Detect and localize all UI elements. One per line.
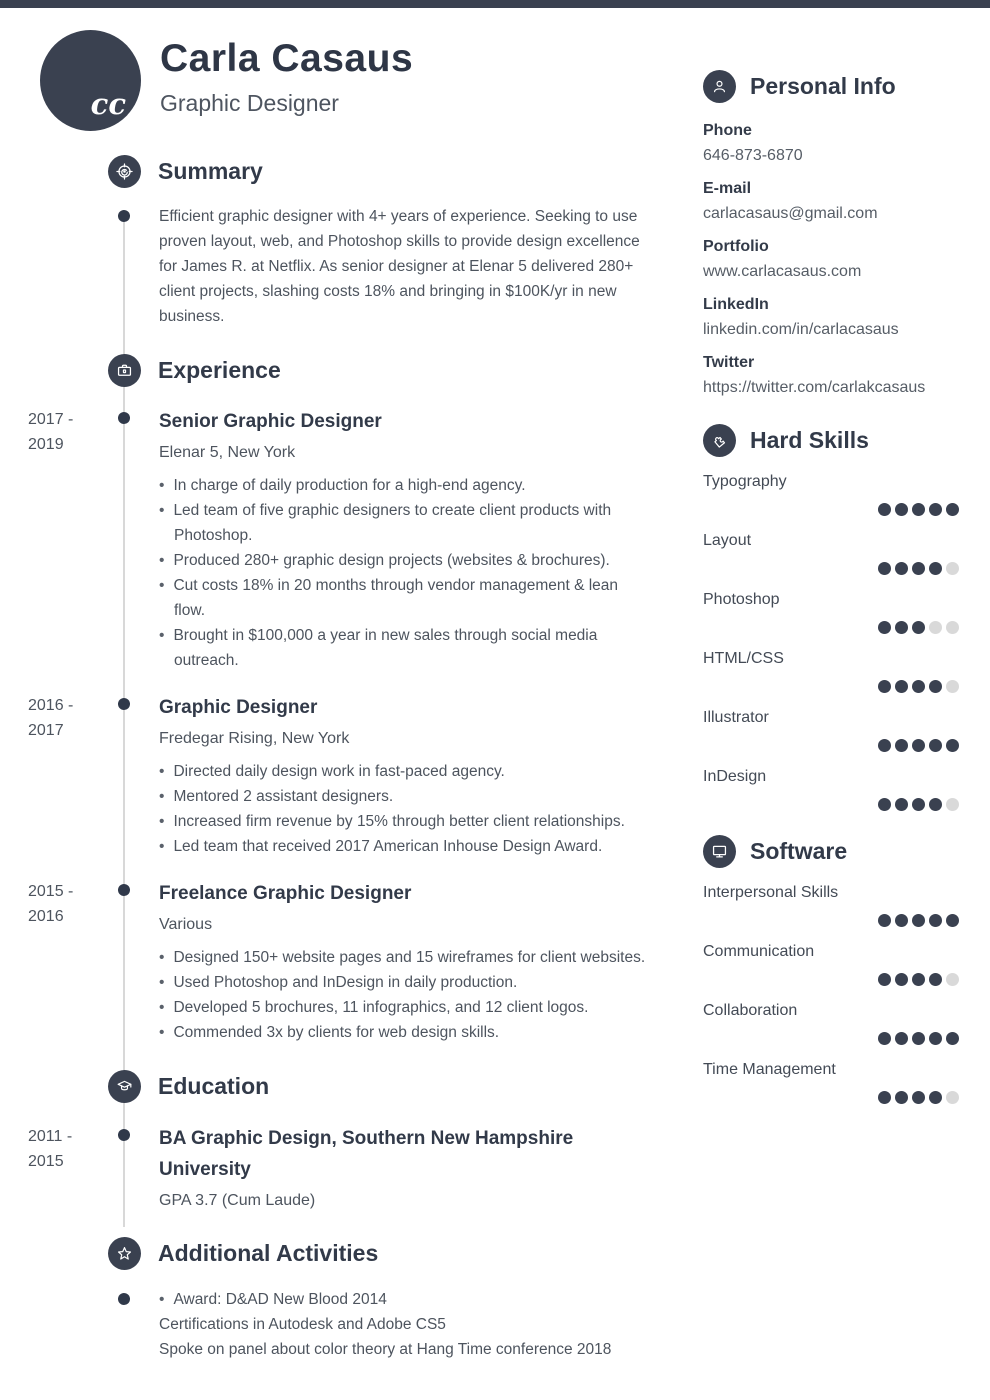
avatar	[40, 30, 141, 131]
rating-dot-filled	[878, 1091, 891, 1104]
skill-rating	[703, 973, 959, 986]
sidebar	[703, 70, 959, 1128]
rating-dot-filled	[946, 1032, 959, 1045]
rating-dot-filled	[929, 1032, 942, 1045]
job-bullet: • Used Photoshop and InDesign in daily production.	[159, 970, 652, 995]
rating-dot-filled	[878, 914, 891, 927]
timeline-dot	[118, 412, 130, 424]
job-bullet: • Directed daily design work in fast-paced agency.	[159, 759, 652, 784]
contact-label: Twitter	[703, 354, 755, 371]
summary-header	[0, 155, 672, 188]
hard-skills-header	[703, 424, 959, 457]
rating-dot-filled	[929, 914, 942, 927]
rating-dot-filled	[878, 1032, 891, 1045]
additional-lines	[159, 1287, 652, 1362]
job-role: Graphic Designer	[159, 697, 318, 718]
briefcase-icon	[108, 354, 141, 387]
rating-dot-filled	[895, 562, 908, 575]
job-role: Senior Graphic Designer	[159, 411, 382, 432]
rating-dot-filled	[946, 739, 959, 752]
additional-line: • Award: D&AD New Blood 2014	[159, 1287, 652, 1312]
skill-rating	[703, 562, 959, 575]
job-bullets	[159, 473, 652, 673]
job-bullet: • Commended 3x by clients for web design skills.	[159, 1020, 652, 1045]
education-entry	[0, 1123, 652, 1213]
skill-name: Interpersonal Skills	[703, 884, 839, 901]
monitor-icon	[703, 835, 736, 868]
section-experience	[0, 354, 672, 1045]
skill-rating	[703, 1032, 959, 1045]
job-dates: 2017 - 2019	[28, 411, 74, 453]
contact-label: E-mail	[703, 180, 752, 197]
contact-item	[703, 234, 959, 284]
rating-dot-filled	[912, 621, 925, 634]
person-icon	[703, 70, 736, 103]
skill-item	[703, 1059, 959, 1104]
skill-name: Time Management	[703, 1061, 836, 1078]
rating-dot-filled	[929, 562, 942, 575]
contact-label: Portfolio	[703, 238, 769, 255]
contact-item	[703, 292, 959, 342]
skill-name: Communication	[703, 943, 815, 960]
rating-dot-filled	[878, 798, 891, 811]
education-title: Education	[158, 1073, 270, 1099]
education-header	[0, 1070, 672, 1103]
rating-dot-filled	[912, 739, 925, 752]
software-header	[703, 835, 959, 868]
gpa-line: GPA 3.7 (Cum Laude)	[159, 1192, 316, 1209]
rating-dot-filled	[912, 973, 925, 986]
skill-item	[703, 648, 959, 693]
skill-rating	[703, 503, 959, 516]
rating-dot-filled	[878, 621, 891, 634]
target-icon	[108, 155, 141, 188]
section-software	[703, 835, 959, 1104]
summary-entry	[0, 204, 652, 329]
skill-name: Illustrator	[703, 709, 769, 726]
section-summary	[0, 155, 672, 329]
skill-rating	[703, 680, 959, 693]
job-bullet: • In charge of daily production for a high-end agency.	[159, 473, 652, 498]
skill-item	[703, 941, 959, 986]
rating-dot-filled	[895, 739, 908, 752]
skill-name: Collaboration	[703, 1002, 798, 1019]
timeline-dot	[118, 1129, 130, 1141]
contact-label: LinkedIn	[703, 296, 769, 313]
job-bullet: • Increased firm revenue by 15% through better client relationships.	[159, 809, 652, 834]
skill-rating	[703, 621, 959, 634]
software-skills-list	[703, 882, 959, 1104]
page-title: Carla Casaus	[160, 37, 414, 80]
skill-name: Photoshop	[703, 591, 780, 608]
rating-dot-filled	[929, 739, 942, 752]
experience-header	[0, 354, 672, 387]
job-bullet: • Brought in $100,000 a year in new sales through social media outreach.	[159, 623, 652, 673]
rating-dot-filled	[878, 973, 891, 986]
job-bullet: • Produced 280+ graphic design projects (websites & brochures).	[159, 548, 652, 573]
avatar-initials: cc	[90, 87, 126, 121]
rating-dot-filled	[946, 914, 959, 927]
rating-dot-filled	[929, 680, 942, 693]
contact-item	[703, 350, 959, 400]
experience-title: Experience	[158, 357, 281, 383]
contact-list	[703, 118, 959, 400]
additional-title: Additional Activities	[158, 1240, 379, 1266]
star-icon	[108, 1237, 141, 1270]
rating-dot-filled	[912, 680, 925, 693]
additional-header	[0, 1237, 672, 1270]
graduation-cap-icon	[108, 1070, 141, 1103]
job-entry	[0, 406, 652, 673]
skill-name: HTML/CSS	[703, 650, 784, 667]
job-entry	[0, 692, 652, 859]
rating-dot-filled	[912, 1032, 925, 1045]
rating-dot-filled	[929, 798, 942, 811]
timeline-dot	[118, 210, 130, 222]
contact-value: www.carlacasaus.com	[703, 263, 862, 280]
job-title: Graphic Designer	[160, 90, 339, 116]
skill-item	[703, 707, 959, 752]
rating-dot-empty	[946, 798, 959, 811]
education-dates: 2011 - 2015	[28, 1128, 73, 1170]
skill-rating	[703, 914, 959, 927]
job-dates: 2015 - 2016	[28, 883, 74, 925]
rating-dot-filled	[895, 1032, 908, 1045]
section-additional-activities	[0, 1237, 672, 1362]
hard-skills-title: Hard Skills	[750, 427, 869, 453]
rating-dot-filled	[895, 973, 908, 986]
rating-dot-filled	[895, 914, 908, 927]
top-accent-bar	[0, 0, 990, 8]
contact-value: https://twitter.com/carlakcasaus	[703, 379, 926, 396]
job-bullet: • Designed 150+ website pages and 15 wireframes for client websites.	[159, 945, 652, 970]
job-bullet: • Led team of five graphic designers to create client products with Photoshop.	[159, 498, 652, 548]
rating-dot-filled	[895, 798, 908, 811]
degree-title: BA Graphic Design, Southern New Hampshire University	[159, 1128, 574, 1180]
hard-skills-list	[703, 471, 959, 811]
contact-value: linkedin.com/in/carlacasaus	[703, 321, 899, 338]
software-title: Software	[750, 838, 848, 864]
rating-dot-empty	[946, 621, 959, 634]
resume-header	[40, 30, 672, 131]
rating-dot-filled	[912, 914, 925, 927]
job-bullets	[159, 945, 652, 1045]
rating-dot-filled	[912, 562, 925, 575]
resume-page	[0, 30, 990, 1362]
contact-value: carlacasaus@gmail.com	[703, 205, 878, 222]
rating-dot-empty	[946, 1091, 959, 1104]
main-column	[0, 30, 672, 1362]
rating-dot-filled	[929, 503, 942, 516]
rating-dot-empty	[946, 680, 959, 693]
section-education	[0, 1070, 672, 1213]
contact-item	[703, 118, 959, 168]
skill-rating	[703, 739, 959, 752]
rating-dot-filled	[895, 1091, 908, 1104]
additional-entry	[0, 1287, 652, 1362]
job-bullet: • Cut costs 18% in 20 months through vendor management & lean flow.	[159, 573, 652, 623]
contact-item	[703, 176, 959, 226]
skill-item	[703, 882, 959, 927]
skill-item	[703, 766, 959, 811]
skill-name: Typography	[703, 473, 787, 490]
rating-dot-filled	[929, 1091, 942, 1104]
skill-item	[703, 471, 959, 516]
rating-dot-filled	[912, 503, 925, 516]
job-entry	[0, 878, 652, 1045]
job-company: Fredegar Rising, New York	[159, 730, 350, 747]
skill-rating	[703, 798, 959, 811]
skill-name: Layout	[703, 532, 752, 549]
rating-dot-filled	[878, 680, 891, 693]
rating-dot-empty	[946, 562, 959, 575]
rating-dot-filled	[929, 973, 942, 986]
summary-text: Efficient graphic designer with 4+ years of experience. Seeking to use proven layout, web, and Photoshop skills to provide design excellence for James R. at Netflix. As senior designer at Elenar 5 delivered 280+ client projects, slashing costs 18% and bringing in $100K/yr in new business.	[159, 208, 640, 325]
personal-info-header	[703, 70, 959, 103]
job-bullet: • Mentored 2 assistant designers.	[159, 784, 652, 809]
job-bullets	[159, 759, 652, 859]
job-company: Elenar 5, New York	[159, 444, 296, 461]
timeline-dot	[118, 698, 130, 710]
rating-dot-empty	[929, 621, 942, 634]
rating-dot-filled	[878, 739, 891, 752]
timeline-dot	[118, 884, 130, 896]
puzzle-icon	[703, 424, 736, 457]
rating-dot-filled	[895, 503, 908, 516]
job-role: Freelance Graphic Designer	[159, 883, 412, 904]
contact-label: Phone	[703, 122, 752, 139]
rating-dot-filled	[878, 562, 891, 575]
contact-value: 646-873-6870	[703, 147, 803, 164]
rating-dot-empty	[946, 973, 959, 986]
timeline-dot	[118, 1293, 130, 1305]
rating-dot-filled	[912, 1091, 925, 1104]
rating-dot-filled	[895, 621, 908, 634]
additional-line: Certifications in Autodesk and Adobe CS5	[159, 1316, 446, 1333]
job-company: Various	[159, 916, 213, 933]
skill-item	[703, 589, 959, 634]
summary-title: Summary	[158, 158, 263, 184]
job-bullet: • Led team that received 2017 American Inhouse Design Award.	[159, 834, 652, 859]
rating-dot-filled	[946, 503, 959, 516]
section-personal-info	[703, 70, 959, 400]
rating-dot-filled	[878, 503, 891, 516]
rating-dot-filled	[895, 680, 908, 693]
job-list	[0, 406, 672, 1045]
skill-rating	[703, 1091, 959, 1104]
additional-line: Spoke on panel about color theory at Hang Time conference 2018	[159, 1341, 612, 1358]
job-dates: 2016 - 2017	[28, 697, 74, 739]
skill-name: InDesign	[703, 768, 767, 785]
rating-dot-filled	[912, 798, 925, 811]
job-bullet: • Developed 5 brochures, 11 infographics, and 12 client logos.	[159, 995, 652, 1020]
personal-info-title: Personal Info	[750, 73, 896, 99]
skill-item	[703, 1000, 959, 1045]
header-text	[160, 30, 413, 117]
section-hard-skills	[703, 424, 959, 811]
skill-item	[703, 530, 959, 575]
